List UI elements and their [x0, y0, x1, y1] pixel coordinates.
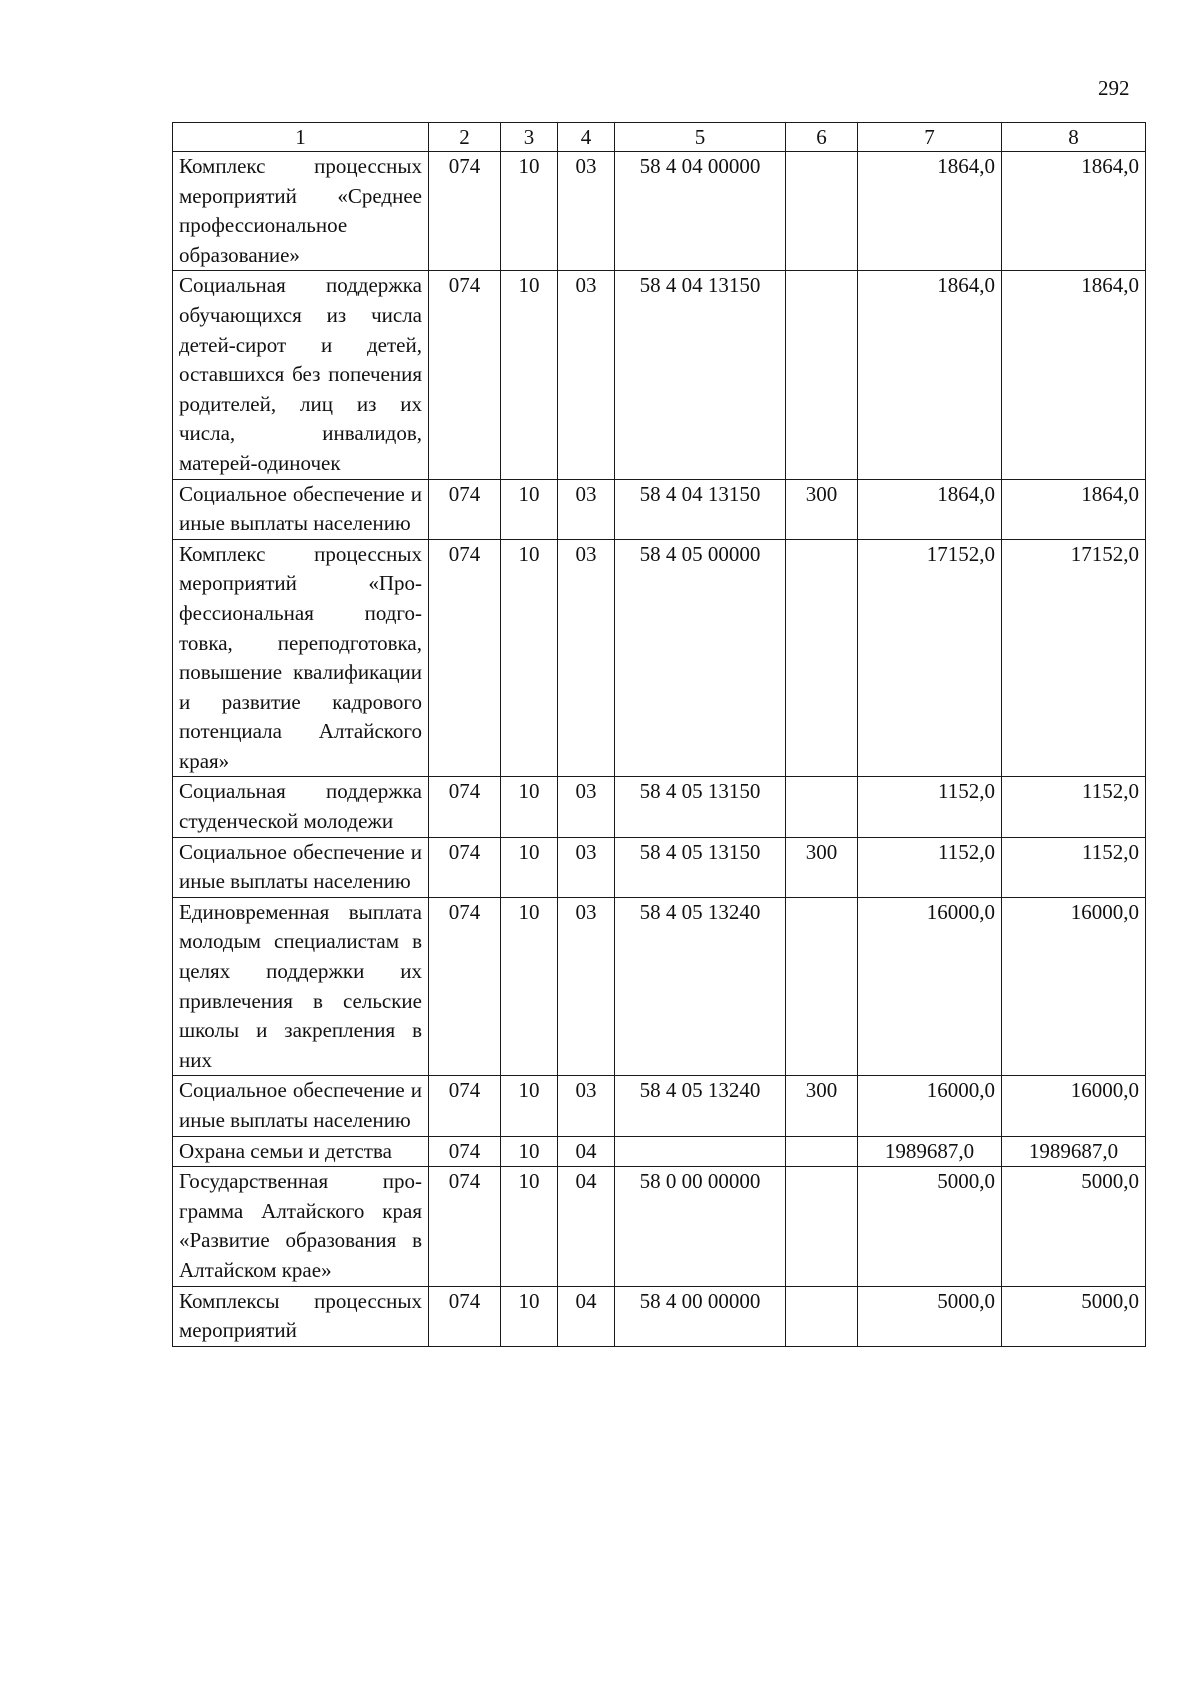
cell-amount-8: 1152,0 — [1002, 837, 1146, 897]
cell-target-article: 58 4 00 00000 — [615, 1286, 786, 1346]
cell-subsection: 03 — [558, 837, 615, 897]
cell-amount-7: 1864,0 — [858, 271, 1002, 479]
cell-section: 10 — [501, 777, 558, 837]
cell-subsection: 03 — [558, 777, 615, 837]
row-name: Комплекс процессных мероприятий «Профессиональная подготовка, переподготовка, повышение квалификации и развитие кадрового потенциала Алтайского края» — [173, 539, 429, 777]
cell-amount-8: 16000,0 — [1002, 897, 1146, 1076]
cell-code: 074 — [429, 479, 501, 539]
table-row — [173, 897, 1146, 1076]
cell-expense-type — [786, 539, 858, 777]
cell-subsection: 03 — [558, 1076, 615, 1136]
cell-expense-type: 300 — [786, 837, 858, 897]
cell-amount-8: 1864,0 — [1002, 271, 1146, 479]
header-col-3: 3 — [501, 123, 558, 152]
cell-subsection: 04 — [558, 1167, 615, 1286]
table-row — [173, 152, 1146, 271]
table-row — [173, 1136, 1146, 1167]
table-row — [173, 1167, 1146, 1286]
cell-target-article: 58 4 04 00000 — [615, 152, 786, 271]
cell-section: 10 — [501, 897, 558, 1076]
cell-section: 10 — [501, 1076, 558, 1136]
table-row — [173, 271, 1146, 479]
cell-subsection: 03 — [558, 539, 615, 777]
cell-expense-type — [786, 1286, 858, 1346]
row-name: Социальное обеспечение и иные выплаты населению — [173, 837, 429, 897]
header-col-2: 2 — [429, 123, 501, 152]
table-row — [173, 777, 1146, 837]
header-row — [173, 123, 1146, 152]
cell-target-article: 58 4 04 13150 — [615, 271, 786, 479]
row-name: Социальное обеспечение и иные выплаты населению — [173, 479, 429, 539]
cell-amount-7: 5000,0 — [858, 1167, 1002, 1286]
cell-amount-7: 16000,0 — [858, 1076, 1002, 1136]
cell-section: 10 — [501, 1167, 558, 1286]
row-name: Охрана семьи и детства — [173, 1136, 429, 1167]
cell-amount-8: 1864,0 — [1002, 152, 1146, 271]
cell-subsection: 03 — [558, 271, 615, 479]
header-col-6: 6 — [786, 123, 858, 152]
row-name: Государственная программа Алтайского края «Развитие образования в Алтайском крае» — [173, 1167, 429, 1286]
cell-amount-7: 1989687,0 — [858, 1136, 1002, 1167]
cell-expense-type — [786, 152, 858, 271]
cell-subsection: 03 — [558, 152, 615, 271]
cell-amount-8: 17152,0 — [1002, 539, 1146, 777]
header-col-8: 8 — [1002, 123, 1146, 152]
cell-code: 074 — [429, 1286, 501, 1346]
cell-amount-7: 17152,0 — [858, 539, 1002, 777]
cell-code: 074 — [429, 777, 501, 837]
cell-expense-type: 300 — [786, 479, 858, 539]
cell-target-article: 58 4 05 00000 — [615, 539, 786, 777]
cell-amount-8: 16000,0 — [1002, 1076, 1146, 1136]
header-col-1: 1 — [173, 123, 429, 152]
cell-section: 10 — [501, 1136, 558, 1167]
cell-code: 074 — [429, 837, 501, 897]
cell-amount-7: 5000,0 — [858, 1286, 1002, 1346]
table-row — [173, 1076, 1146, 1136]
cell-target-article: 58 4 05 13150 — [615, 777, 786, 837]
cell-code: 074 — [429, 1167, 501, 1286]
cell-subsection: 04 — [558, 1136, 615, 1167]
cell-amount-8: 1152,0 — [1002, 777, 1146, 837]
table-row — [173, 837, 1146, 897]
cell-subsection: 04 — [558, 1286, 615, 1346]
cell-code: 074 — [429, 152, 501, 271]
header-col-4: 4 — [558, 123, 615, 152]
row-name: Комплексы процессных мероприятий — [173, 1286, 429, 1346]
header-col-7: 7 — [858, 123, 1002, 152]
cell-amount-8: 1864,0 — [1002, 479, 1146, 539]
cell-section: 10 — [501, 479, 558, 539]
cell-target-article: 58 0 00 00000 — [615, 1167, 786, 1286]
cell-target-article: 58 4 05 13240 — [615, 897, 786, 1076]
row-name: Социальная поддержка обучающихся из числа детей-сирот и детей, оставшихся без попечения родителей, лиц из их числа, инвалидов, матерей-одиночек — [173, 271, 429, 479]
cell-code: 074 — [429, 271, 501, 479]
table-row — [173, 539, 1146, 777]
cell-expense-type — [786, 897, 858, 1076]
header-col-5: 5 — [615, 123, 786, 152]
cell-expense-type: 300 — [786, 1076, 858, 1136]
cell-code: 074 — [429, 1076, 501, 1136]
cell-amount-7: 16000,0 — [858, 897, 1002, 1076]
cell-target-article: 58 4 05 13150 — [615, 837, 786, 897]
cell-target-article: 58 4 05 13240 — [615, 1076, 786, 1136]
row-name: Комплекс процессных мероприятий «Среднее профессиональное образование» — [173, 152, 429, 271]
cell-amount-8: 1989687,0 — [1002, 1136, 1146, 1167]
cell-code: 074 — [429, 539, 501, 777]
cell-code: 074 — [429, 897, 501, 1076]
cell-code: 074 — [429, 1136, 501, 1167]
cell-expense-type — [786, 271, 858, 479]
cell-target-article: 58 4 04 13150 — [615, 479, 786, 539]
cell-amount-8: 5000,0 — [1002, 1286, 1146, 1346]
cell-section: 10 — [501, 539, 558, 777]
cell-expense-type — [786, 777, 858, 837]
row-name: Социальная поддержка студенческой молодежи — [173, 777, 429, 837]
cell-section: 10 — [501, 271, 558, 479]
cell-section: 10 — [501, 1286, 558, 1346]
table-row — [173, 479, 1146, 539]
cell-amount-7: 1152,0 — [858, 777, 1002, 837]
table-row — [173, 1286, 1146, 1346]
cell-amount-7: 1152,0 — [858, 837, 1002, 897]
cell-expense-type — [786, 1136, 858, 1167]
cell-section: 10 — [501, 837, 558, 897]
cell-target-article — [615, 1136, 786, 1167]
cell-amount-7: 1864,0 — [858, 152, 1002, 271]
page-number: 292 — [1098, 76, 1130, 100]
cell-subsection: 03 — [558, 897, 615, 1076]
budget-table — [172, 122, 1146, 1347]
cell-section: 10 — [501, 152, 558, 271]
cell-subsection: 03 — [558, 479, 615, 539]
table-body — [173, 152, 1146, 1347]
row-name: Единовременная выплата молодым специалистам в целях поддержки их привлечения в сельские школы и закрепления в них — [173, 897, 429, 1076]
row-name: Социальное обеспечение и иные выплаты населению — [173, 1076, 429, 1136]
table-header — [173, 123, 1146, 152]
cell-amount-7: 1864,0 — [858, 479, 1002, 539]
cell-amount-8: 5000,0 — [1002, 1167, 1146, 1286]
cell-expense-type — [786, 1167, 858, 1286]
